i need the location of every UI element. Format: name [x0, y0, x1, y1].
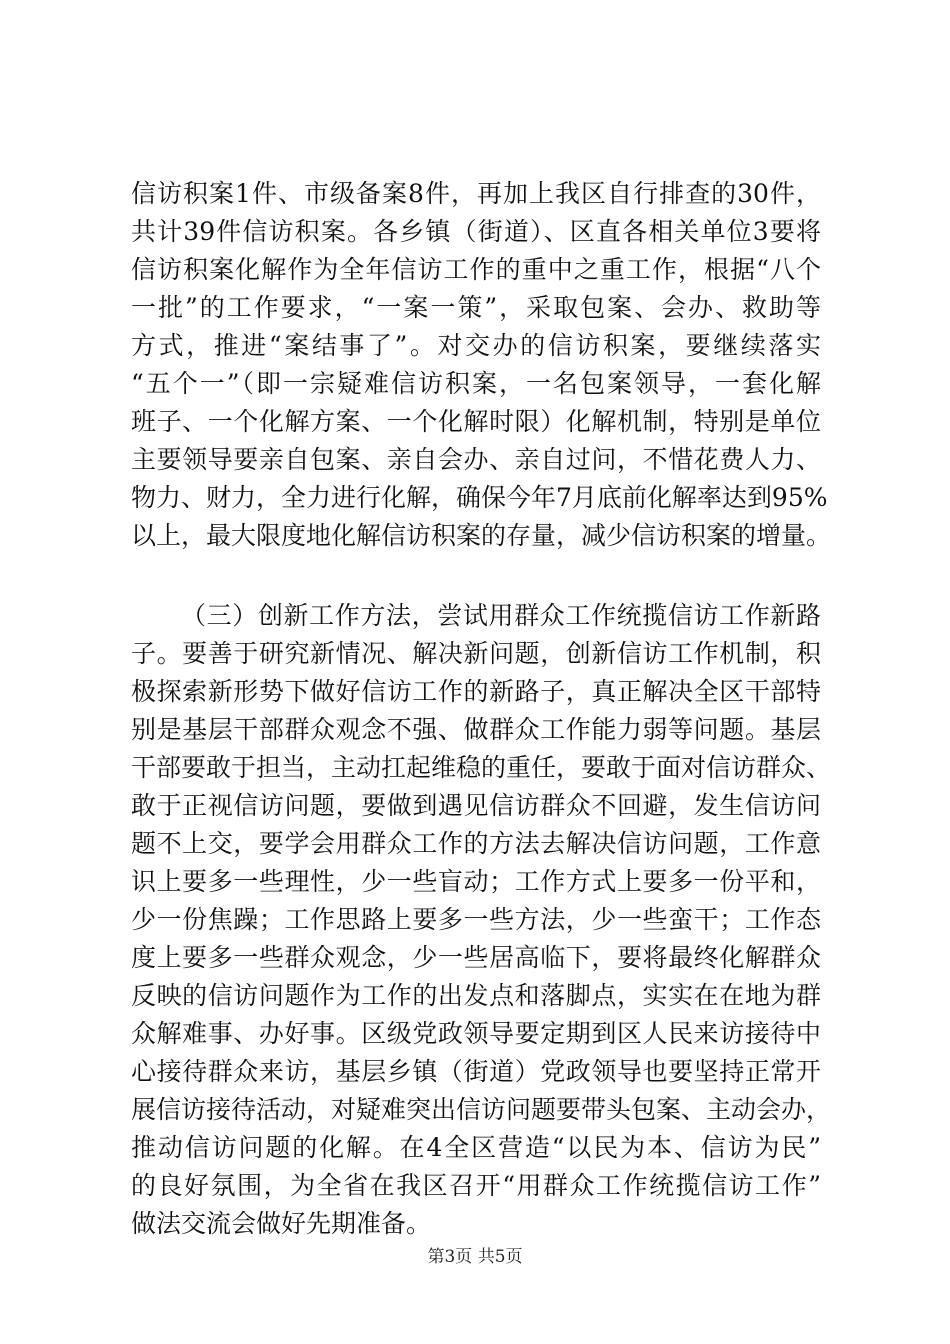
text-line: 以上，最大限度地化解信访积案的存量，减少信访积案的增量。 [131, 521, 832, 550]
text-line: 少一份焦躁；工作思路上要多一些方法，少一些蛮干；工作态 [131, 905, 821, 934]
text-line: 推动信访问题的化解。在4全区营造“以民为本、信访为民” [131, 1133, 821, 1162]
section-heading-3: （三）创新工作方法，尝试用群众工作统揽信访工作新路 [181, 601, 821, 630]
text-line: 一批”的工作要求，“一案一策”，采取包案、会办、救助等 [131, 293, 821, 322]
text-line: 极探索新形势下做好信访工作的新路子，真正解决全区干部特 [131, 677, 821, 706]
page-footer: 第3页 共5页 [427, 1247, 523, 1267]
text-line: 识上要多一些理性，少一些盲动；工作方式上要多一份平和， [131, 867, 821, 896]
text-line: 的良好氛围，为全省在我区召开“用群众工作统揽信访工作” [131, 1171, 821, 1200]
text-line: 众解难事、办好事。区级党政领导要定期到区人民来访接待中 [131, 1019, 821, 1048]
text-line: 信访积案1件、市级备案8件，再加上我区自行排查的30件， [131, 179, 821, 208]
text-line: 子。要善于研究新情况、解决新问题，创新信访工作机制，积 [131, 639, 821, 668]
text-line: 度上要多一些群众观念，少一些居高临下，要将最终化解群众 [131, 943, 821, 972]
text-line: 题不上交，要学会用群众工作的方法去解决信访问题，工作意 [131, 829, 821, 858]
text-line: 心接待群众来访，基层乡镇（街道）党政领导也要坚持正常开 [131, 1057, 821, 1086]
text-line: 主要领导要亲自包案、亲自会办、亲自过问，不惜花费人力、 [131, 445, 821, 474]
text-line: 反映的信访问题作为工作的出发点和落脚点，实实在在地为群 [131, 981, 821, 1010]
text-line: 做法交流会做好先期准备。 [131, 1209, 432, 1238]
text-line: 别是基层干部群众观念不强、做群众工作能力弱等问题。基层 [131, 715, 821, 744]
text-line: 班子、一个化解方案、一个化解时限）化解机制，特别是单位 [131, 407, 821, 436]
text-line: 信访积案化解作为全年信访工作的重中之重工作，根据“八个 [131, 255, 821, 284]
text-line: 物力、财力，全力进行化解，确保今年7月底前化解率达到95% [131, 483, 828, 512]
text-line: 干部要敢于担当，主动扛起维稳的重任，要敢于面对信访群众、 [131, 753, 832, 782]
text-line: “五个一”（即一宗疑难信访积案，一名包案领导，一套化解 [131, 369, 821, 398]
text-line: 方式，推进“案结事了”。对交办的信访积案，要继续落实 [131, 331, 821, 360]
text-line: 展信访接待活动，对疑难突出信访问题要带头包案、主动会办， [131, 1095, 832, 1124]
text-line: 敢于正视信访问题，要做到遇见信访群众不回避，发生信访问 [131, 791, 821, 820]
text-line: 共计39件信访积案。各乡镇（街道）、区直各相关单位3要将 [131, 217, 821, 246]
